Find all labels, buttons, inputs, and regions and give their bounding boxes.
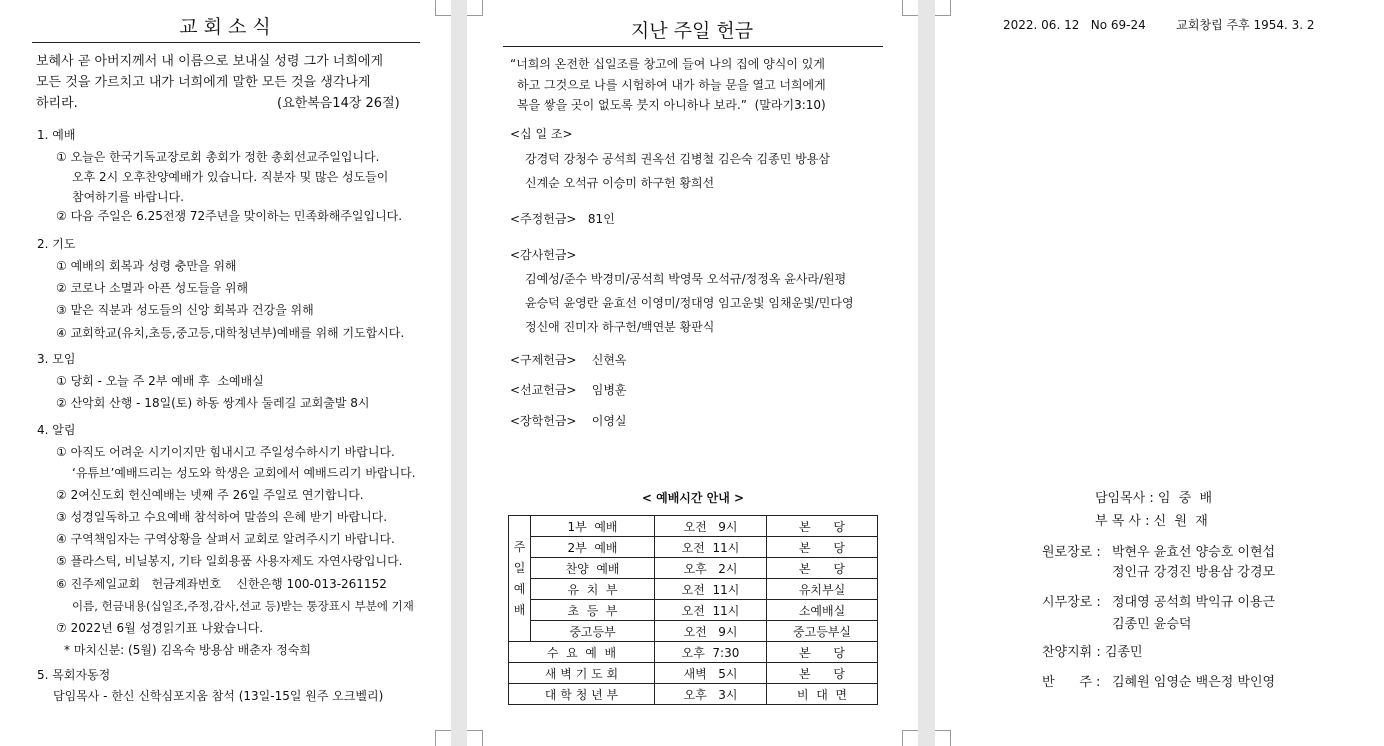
- schedule-row: [509, 663, 878, 684]
- page-church-news: [0, 0, 451, 746]
- service-name: 중고등부: [531, 621, 655, 642]
- news-item: ② 2여신도회 헌신예배는 넷째 주 26일 주일로 연기합니다.: [56, 488, 364, 502]
- service-time: 새벽 5시: [655, 663, 767, 684]
- service-name: 1부 예배: [531, 516, 655, 537]
- page-title: 지난 주일 헌금: [630, 20, 754, 42]
- schedule-row: [509, 558, 878, 579]
- verse-line: 보혜사 곧 아버지께서 내 이름으로 보내실 성령 그가 너희에게: [36, 54, 384, 69]
- verse-line: “너희의 온전한 십일조를 창고에 들여 나의 집에 양식이 있게: [510, 57, 825, 71]
- service-time: 오후 3시: [655, 684, 767, 705]
- service-place: 본 당: [767, 558, 878, 579]
- thanks-names: 김예성/준수 박경미/공석희 박영묵 오석규/정정옥 윤사라/원평: [525, 272, 847, 286]
- schedule-row: [509, 642, 878, 663]
- tithe-names: 강경덕 강청수 공석희 권옥선 김병철 김은숙 김종민 방용삼: [525, 152, 830, 166]
- mission-offering: <선교헌금> 임병훈: [510, 383, 627, 397]
- verse-line: 하고 그것으로 나를 시험하여 내가 하늘 문을 열고 너희에게: [517, 78, 826, 92]
- news-item: ⑤ 플라스틱, 비닐봉지, 기타 일회용품 사용자제도 자연사랑입니다.: [56, 554, 403, 568]
- news-item: ⑦ 2022년 6월 성경읽기표 나왔습니다.: [56, 621, 264, 635]
- news-item: ③ 성경일독하고 수요예배 참석하여 말씀의 은혜 받기 바랍니다.: [56, 510, 388, 524]
- service-name: 초 등 부: [531, 600, 655, 621]
- accompanist-label: 반 주 :: [1042, 675, 1105, 690]
- service-time: 오전 11시: [655, 537, 767, 558]
- news-item: ② 다음 주일은 6.25전쟁 72주년을 맞이하는 민족화해주일입니다.: [56, 209, 403, 223]
- section-heading: 2. 기도: [37, 237, 76, 251]
- news-item: ③ 맡은 직분과 성도들의 신앙 회복과 건강을 위해: [56, 303, 314, 317]
- service-place: 본 당: [767, 642, 878, 663]
- service-time: 오후 7:30: [655, 642, 767, 663]
- associate-pastor: 부 목 사 : 신 원 재: [1095, 514, 1208, 529]
- tithe-label: <십 일 조>: [510, 127, 573, 141]
- title-rule: [32, 42, 420, 43]
- title-rule: [503, 46, 883, 47]
- service-place: 비 대 면: [767, 684, 878, 705]
- service-time: 오전 11시: [655, 579, 767, 600]
- schedule-row: [509, 600, 878, 621]
- news-item: 담임목사 - 한신 신학심포지움 참석 (13일-15일 원주 오크벨리): [53, 689, 384, 703]
- news-item-note: * 마치신분: (5월) 김옥숙 방용삼 배춘자 정숙희: [64, 643, 311, 657]
- page-offerings: [467, 0, 918, 746]
- section-heading: 3. 모임: [37, 352, 76, 366]
- news-item-cont: 참여하기를 바랍니다.: [72, 190, 184, 204]
- news-item: ④ 교회학교(유치,초등,중고등,대학청년부)예배를 위해 기도합시다.: [56, 326, 405, 340]
- service-place: 본 당: [767, 663, 878, 684]
- relief-offering: <구제헌금> 신현옥: [510, 353, 627, 367]
- crop-mark: [902, 0, 918, 16]
- elders-emeritus-label: 원로장로 :: [1042, 545, 1105, 560]
- serving-elders: 정대영 공석희 박익규 이용근: [1112, 595, 1276, 610]
- sunday-worship-label: 주 일 예 배: [509, 516, 531, 642]
- crop-mark: [935, 730, 951, 746]
- elders-emeritus: 정인규 강경진 방용삼 강경모: [1112, 565, 1276, 580]
- news-item: ⑥ 진주제일교회 헌금계좌번호 신한은행 100-013-261152: [56, 577, 387, 591]
- news-item: ② 산악회 산행 - 18일(토) 하동 쌍계사 둘레길 교회출발 8시: [56, 396, 370, 410]
- service-name: 새 벽 기 도 회: [509, 663, 655, 684]
- weekly-offering: <주정헌금> 81인: [510, 212, 615, 226]
- service-time: 오후 2시: [655, 558, 767, 579]
- crop-mark: [435, 0, 451, 16]
- verse-line: 모든 것을 가르치고 내가 너희에게 말한 모든 것을 생각나게: [36, 75, 371, 90]
- crop-mark: [435, 730, 451, 746]
- serving-elders-label: 시무장로 :: [1042, 595, 1105, 610]
- section-heading: 1. 예배: [37, 128, 76, 142]
- schedule-row: [509, 621, 878, 642]
- choir-director: 찬양지휘 : 김종민: [1042, 645, 1143, 660]
- section-heading: 5. 목회자동정: [37, 668, 111, 682]
- crop-mark: [935, 0, 951, 16]
- page-church-info: [935, 0, 1384, 746]
- news-item: ① 당회 - 오늘 주 2부 예배 후 소예배실: [56, 374, 264, 388]
- thanks-names: 정신애 진미자 하구헌/백연분 황판식: [525, 320, 715, 334]
- schedule-title: < 예배시간 안내 >: [641, 491, 745, 505]
- service-place: 중고등부실: [767, 621, 878, 642]
- verse-line: 복을 쌓을 곳이 없도록 붓지 아니하나 보라.” (말라기3:10): [517, 98, 826, 112]
- elders-emeritus: 박현우 윤효선 양승호 이현섭: [1112, 545, 1276, 560]
- schedule-row: [509, 537, 878, 558]
- service-name: 2부 예배: [531, 537, 655, 558]
- schedule-row: [509, 684, 878, 705]
- crop-mark: [467, 730, 483, 746]
- news-item: ① 아직도 어려운 시기이지만 힘내시고 주일성수하시기 바랍니다.: [56, 445, 395, 459]
- service-time: 오전 11시: [655, 600, 767, 621]
- thanks-label: <감사헌금>: [510, 248, 577, 262]
- service-name: 수 요 예 배: [509, 642, 655, 663]
- news-item-cont: 이름, 헌금내용(십일조,주정,감사,선교 등)받는 통장표시 부분에 기재: [72, 599, 414, 613]
- service-time: 오전 9시: [655, 516, 767, 537]
- issue-header: 2022. 06. 12 No 69-24 교회창립 주후 1954. 3. 2: [1003, 18, 1315, 32]
- verse-reference: (요한복음14장 26절): [277, 96, 400, 111]
- thanks-names: 윤승덕 윤영란 윤효선 이영미/정대영 임고운빛 임채운빛/민다영: [525, 296, 854, 310]
- news-item: ④ 구역책임자는 구역상황을 살펴서 교회로 알려주시기 바랍니다.: [56, 532, 395, 546]
- schedule-row: [509, 579, 878, 600]
- scholarship-offering: <장학헌금> 이영실: [510, 414, 627, 428]
- service-time: 오전 9시: [655, 621, 767, 642]
- senior-pastor: 담임목사 : 임 중 배: [1095, 491, 1213, 506]
- service-name: 찬양 예배: [531, 558, 655, 579]
- news-item: ① 오늘은 한국기독교장로회 총회가 정한 총회선교주일입니다.: [56, 150, 380, 164]
- accompanists: 김혜원 임영순 백은정 박인영: [1112, 675, 1276, 690]
- service-place: 소예배실: [767, 600, 878, 621]
- schedule-row: [509, 516, 878, 537]
- crop-mark: [467, 0, 483, 16]
- news-item-cont: ‘유튜브’예배드리는 성도와 학생은 교회에서 예배드리기 바랍니다.: [72, 466, 416, 480]
- service-place: 유치부실: [767, 579, 878, 600]
- service-place: 본 당: [767, 537, 878, 558]
- serving-elders: 김종민 윤승덕: [1112, 617, 1192, 632]
- crop-mark: [902, 730, 918, 746]
- worship-schedule-table: [508, 515, 878, 705]
- news-item: ② 코로나 소멸과 아픈 성도들을 위해: [56, 281, 249, 295]
- tithe-names: 신계순 오석규 이승미 하구헌 황희선: [525, 176, 715, 190]
- service-name: 대 학 청 년 부: [509, 684, 655, 705]
- news-item: ① 예배의 회복과 성령 충만을 위해: [56, 259, 237, 273]
- service-place: 본 당: [767, 516, 878, 537]
- verse-line: 하리라.: [36, 96, 78, 111]
- section-heading: 4. 알림: [37, 423, 76, 437]
- page-title: 교 회 소 식: [179, 16, 271, 38]
- news-item-cont: 오후 2시 오후찬양예배가 있습니다. 직분자 및 많은 성도들이: [72, 170, 389, 184]
- service-name: 유 치 부: [531, 579, 655, 600]
